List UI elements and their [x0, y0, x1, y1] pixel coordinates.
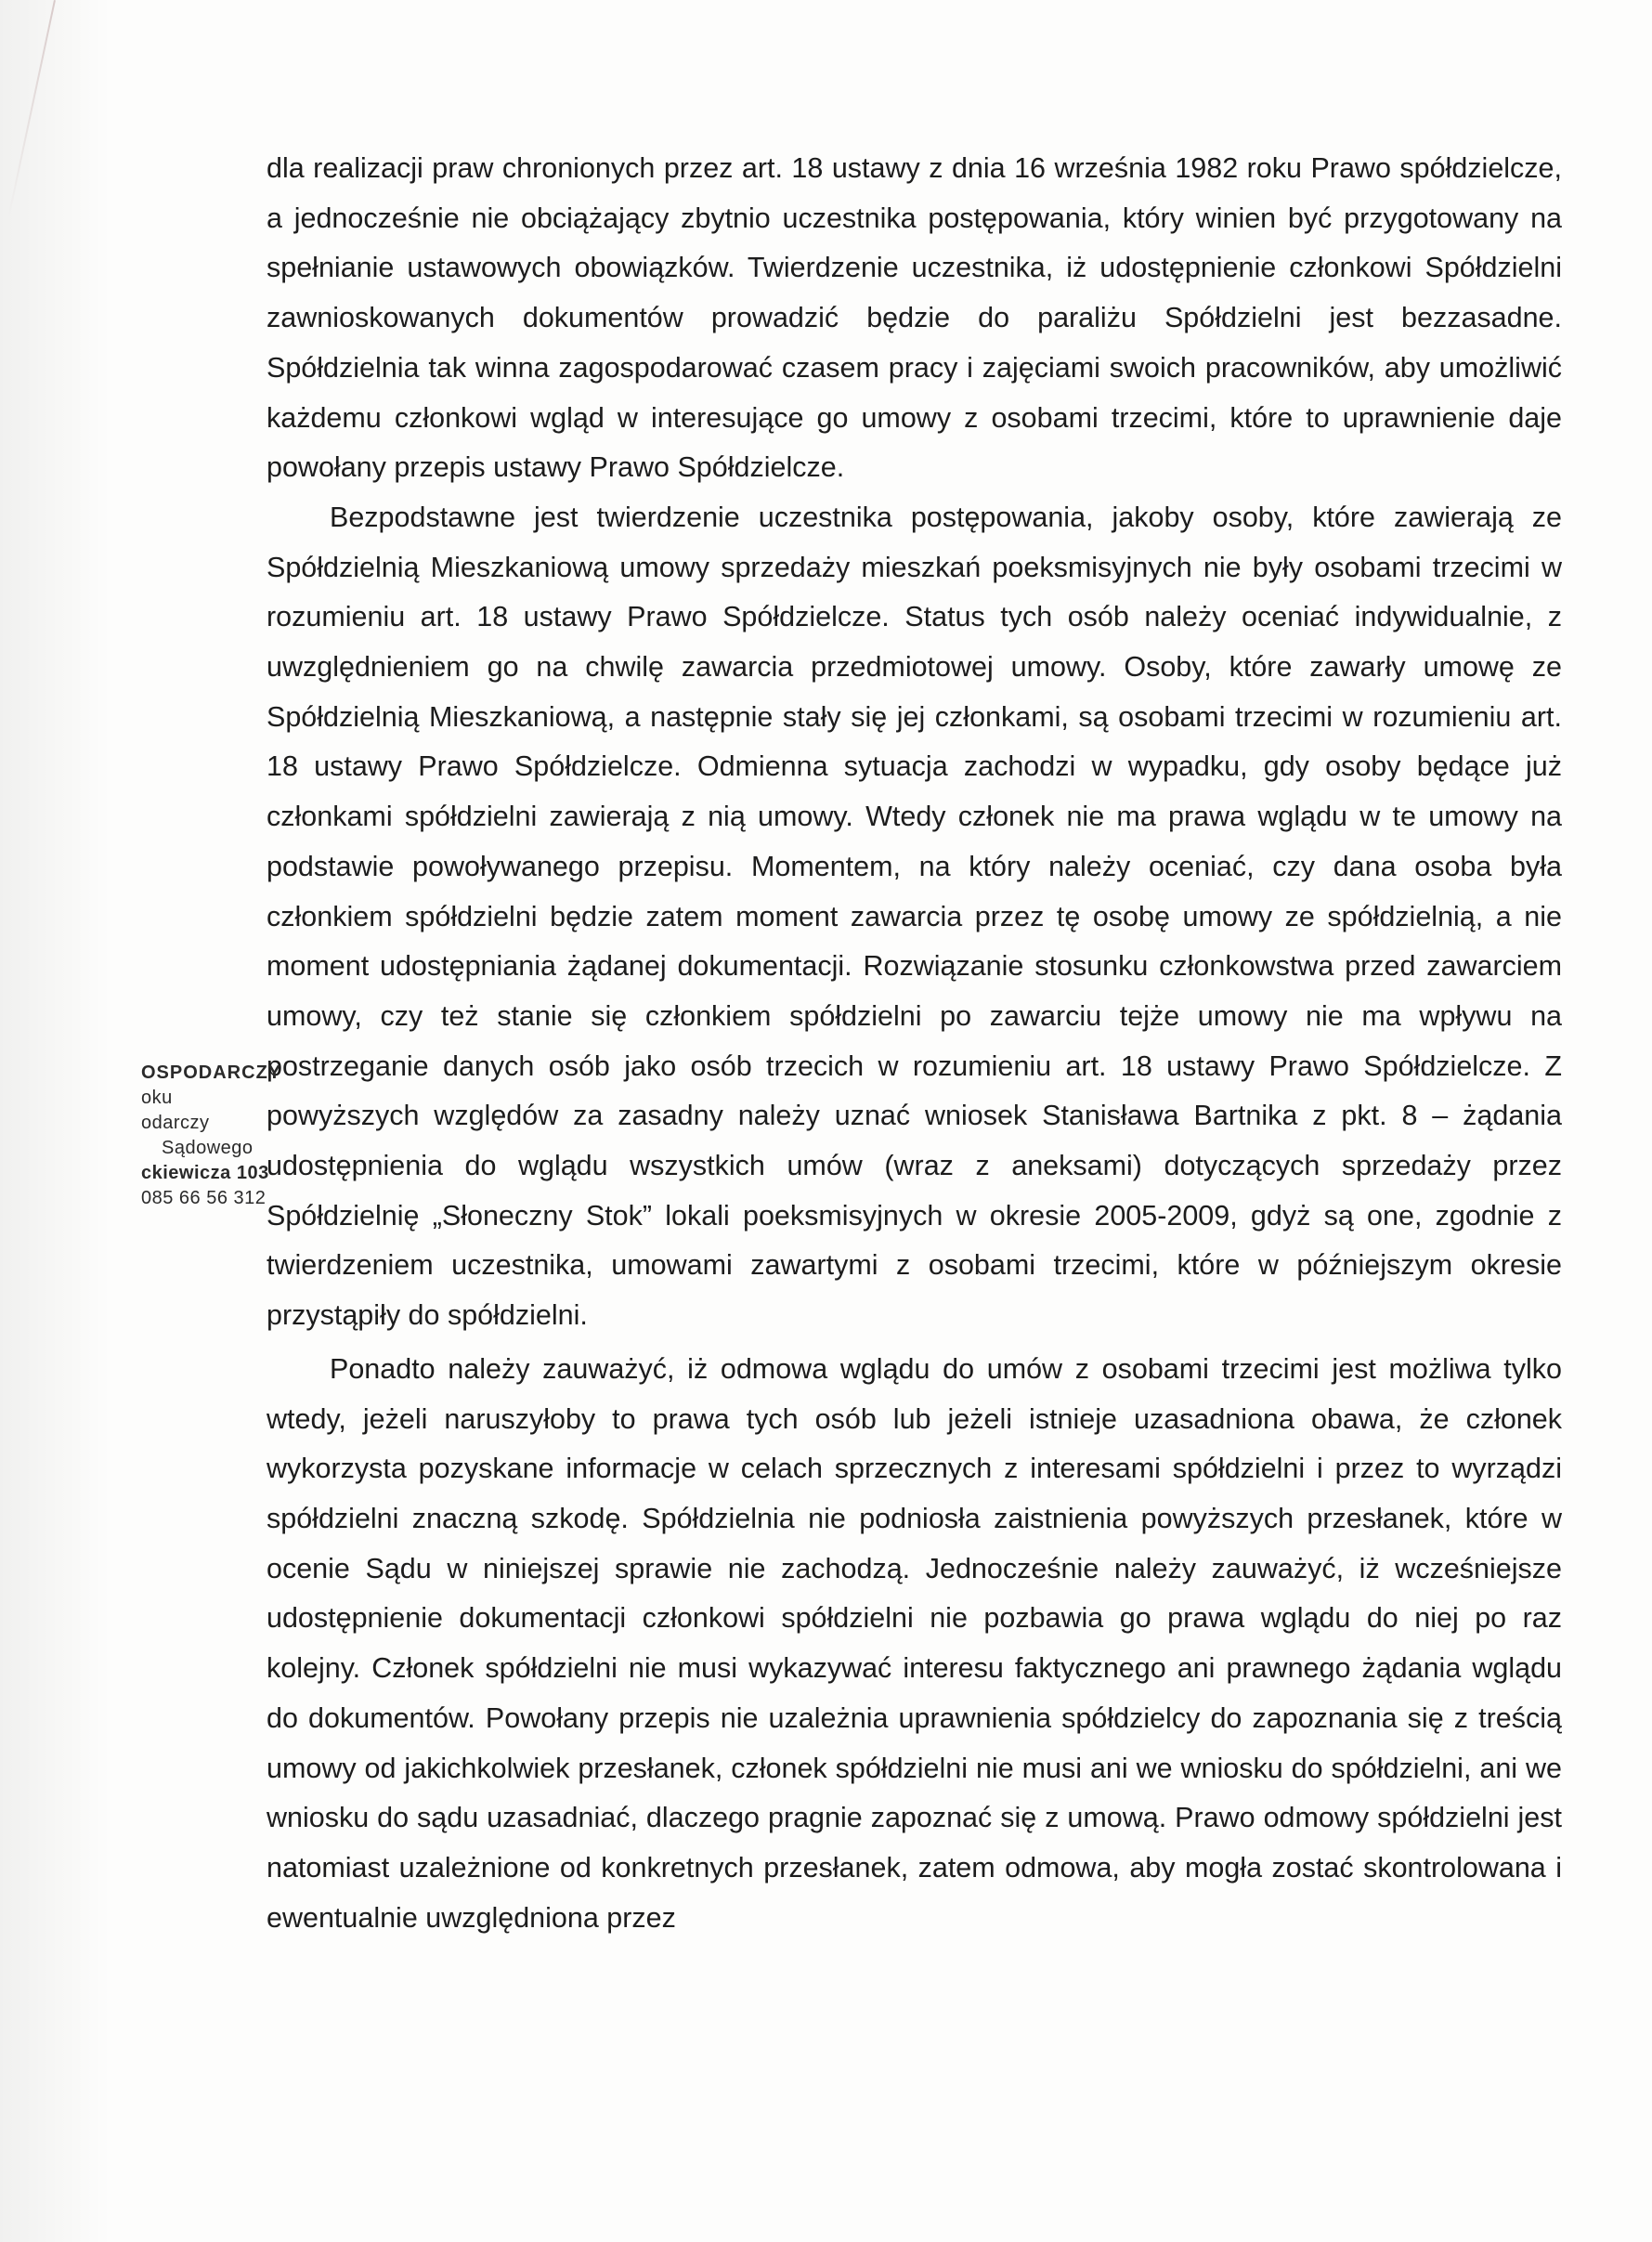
- court-stamp: [141, 1061, 327, 1211]
- paragraph-1: dla realizacji praw chronionych przez art. 18 ustawy z dnia 16 września 1982 roku Prawo spółdzielcze, a jednocześnie nie obciążający zbytnio uczestnika postępowania, który winien być przygotowany na spełnianie ustawowych obowiązków. Twierdzenie uczestnika, iż udostępnienie członkowi Spółdzielni zawnioskowanych dokumentów prowadzić będzie do paraliżu Spółdzielni jest bezzasadne. Spółdzielnia tak winna zagospodarować czasem pracy i zajęciami swoich pracowników, aby umożliwić każdemu członkowi wgląd w interesujące go umowy z osobami trzecimi, które to uprawnienie daje powołany przepis ustawy Prawo Spółdzielcze.: [267, 152, 1562, 484]
- stamp-line-1: OSPODARCZY: [141, 1062, 282, 1083]
- stamp-line-4: Sądowego: [162, 1138, 254, 1158]
- stamp-line-3: odarczy: [141, 1113, 210, 1133]
- paragraph-2: Bezpodstawne jest twierdzenie uczestnika postępowania, jakoby osoby, które zawierają ze Spółdzielnią Mieszkaniową umowy sprzedaży mieszkań poeksmisyjnych nie były osobami trzecimi w rozumieniu art. 18 ustawy Prawo Spółdzielcze. Status tych osób należy oceniać indywidualnie, z uwzględnieniem go na chwilę zawarcia przedmiotowej umowy. Osoby, które zawarły umowę ze Spółdzielnią Mieszkaniową, a następnie stały się jej członkami, są osobami trzecimi w rozumieniu art. 18 ustawy Prawo Spółdzielcze. Odmienna sytuacja zachodzi w wypadku, gdy osoby będące już członkami spółdzielni zawierają z nią umowy. Wtedy członek nie ma prawa wglądu w te umowy na podstawie powoływanego przepisu. Momentem, na który należy oceniać, czy dana osoba była członkiem spółdzielni będzie zatem moment zawarcia przez tę osobę umowy ze spółdzielnią, a nie moment udostępniania żądanej dokumentacji. Rozwiązanie stosunku członkowstwa przed zawarciem umowy, czy też stanie się członkiem spółdzielni po zawarciu tejże umowy nie ma wpływu na postrzeganie danych osób jako osób trzecich w rozumieniu art. 18 ustawy Prawo Spółdzielcze. Z powyższych względów za zasadny należy uznać wniosek Stanisława Bartnika z pkt. 8 – żądania udostępnienia do wglądu wszystkich umów (wraz z aneksami) dotyczących sprzedaży przez Spółdzielnię „Słoneczny Stok” lokali poeksmisyjnych w okresie 2005-2009, gdyż są one, zgodnie z twierdzeniem uczestnika, umowami zawartymi z osobami trzecimi, które w późniejszym okresie przystąpiły do spółdzielni.: [267, 501, 1562, 1332]
- stamp-line-2: oku: [141, 1088, 173, 1108]
- page-edge-mark: [7, 0, 56, 218]
- document-body: [267, 144, 1562, 1943]
- paragraph-3: Ponadto należy zauważyć, iż odmowa wglądu do umów z osobami trzecimi jest możliwa tylko wtedy, jeżeli naruszyłoby to prawa tych osób lub jeżeli istnieje uzasadniona obawa, że członek wykorzysta pozyskane informacje w celach sprzecznych z interesami spółdzielni i przez to wyrządzi spółdzielni znaczną szkodę. Spółdzielnia nie podniosła zaistnienia powyższych przesłanek, które w ocenie Sądu w niniejszej sprawie nie zachodzą. Jednocześnie należy zauważyć, iż wcześniejsze udostępnienie dokumentacji członkowi spółdzielni nie pozbawia go prawa wglądu do niej po raz kolejny. Członek spółdzielni nie musi wykazywać interesu faktycznego ani prawnego żądania wglądu do dokumentów. Powołany przepis nie uzależnia uprawnienia spółdzielcy do zapoznania się z treścią umowy od jakichkolwiek przesłanek, członek spółdzielni nie musi ani we wniosku do spółdzielni, ani we wniosku do sądu uzasadniać, dlaczego pragnie zapoznać się z umową. Prawo odmowy spółdzielni jest natomiast uzależnione od konkretnych przesłanek, zatem odmowa, aby mogła zostać skontrolowana i ewentualnie uwzględniona przez: [267, 1352, 1562, 1934]
- stamp-line-6: 085 66 56 312: [141, 1188, 267, 1208]
- stamp-line-5: ckiewicza 103: [141, 1163, 269, 1183]
- page-fold-shadow: [0, 0, 111, 2242]
